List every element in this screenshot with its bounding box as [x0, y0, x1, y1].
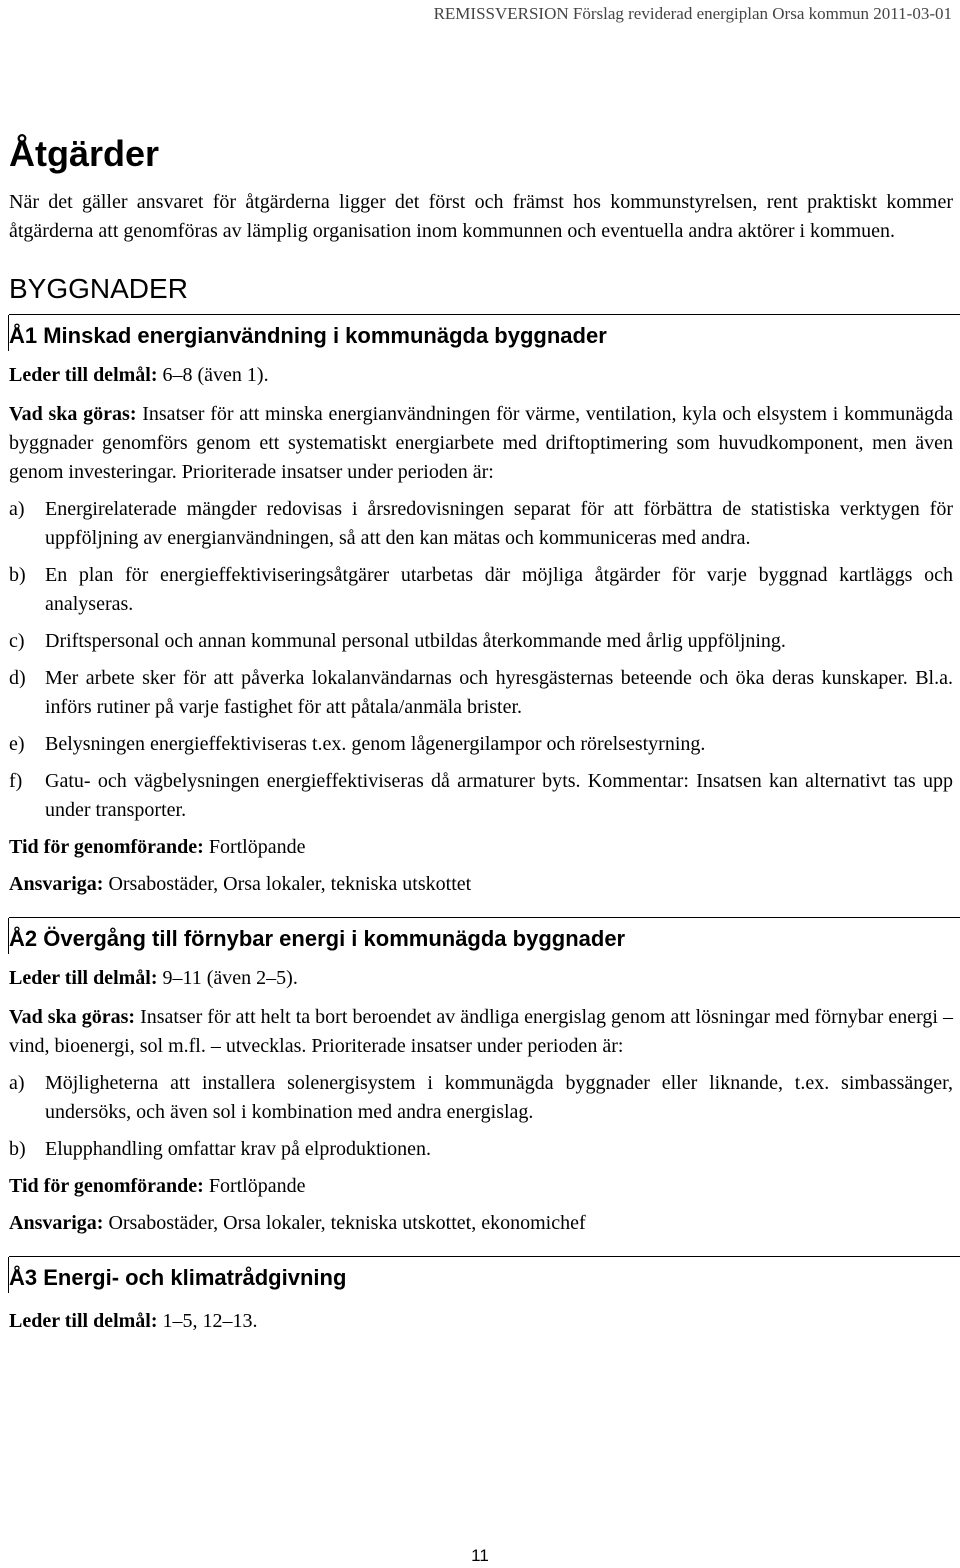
intro-paragraph: När det gäller ansvaret för åtgärderna ligger det först och främst hos kommunstyrelsen, rent praktiskt kommer åtgärderna att genomföras av lämplig organisation inom kommunnen och eventuella andra aktörer i kommuen.: [9, 191, 953, 242]
list-text: Energirelaterade mängder redovisas i årsredovisningen separat för att förbättra de statistiska verktygen för uppföljning av energianvändningen, så att den kan mätas och kommuniceras med andra.: [45, 498, 953, 549]
list-letter: b): [9, 564, 26, 586]
list-text: Möjligheterna att installera solenergisystem i kommunägda byggnader eller liknande, t.ex. simbassänger, undersöks, och även sol i kombination med andra energislag.: [45, 1072, 953, 1123]
measure-list: [9, 495, 953, 825]
field-label: Tid för genomförande:: [9, 836, 204, 858]
section-title: BYGGNADER: [9, 273, 188, 304]
list-text: Belysningen energieffektiviseras t.ex. genom lågenergilampor och rörelsestyrning.: [45, 733, 706, 755]
field-label: Tid för genomförande:: [9, 1175, 204, 1197]
field-value: Orsabostäder, Orsa lokaler, tekniska utskottet: [103, 873, 472, 895]
measure-heading: Å2 Övergång till förnybar energi i kommunägda byggnader: [8, 918, 953, 954]
field-label: Leder till delmål:: [9, 1310, 158, 1332]
field-label: Leder till delmål:: [9, 364, 158, 386]
field-label: Ansvariga:: [9, 1212, 104, 1234]
list-item: [9, 1135, 953, 1164]
list-letter: c): [9, 630, 25, 652]
leder-till-delmal: [9, 964, 953, 993]
measure-list: [9, 1069, 953, 1164]
list-letter: d): [9, 667, 26, 689]
field-value: Orsabostäder, Orsa lokaler, tekniska utskottet, ekonomichef: [103, 1212, 586, 1234]
list-item: [9, 767, 953, 825]
tid-for-genomforande: [9, 1172, 953, 1201]
page-number: 11: [471, 1546, 489, 1565]
leder-till-delmal: [9, 361, 953, 390]
measure-heading: Å1 Minskad energianvändning i kommunägda byggnader: [8, 315, 953, 351]
measure-a2: [9, 917, 953, 1238]
list-text: Gatu- och vägbelysningen energieffektiviseras då armaturer byts. Kommentar: Insatsen kan alternativt tas upp under transporter.: [45, 770, 953, 821]
list-item: [9, 627, 953, 656]
list-item: [9, 730, 953, 759]
list-letter: b): [9, 1138, 26, 1160]
list-text: En plan för energieffektiviseringsåtgärer utarbetas där möjliga åtgärder för varje byggnad kartläggs och analyseras.: [45, 564, 953, 615]
list-letter: a): [9, 498, 25, 520]
list-item: [9, 1069, 953, 1127]
field-value: 6–8 (även 1).: [157, 364, 269, 386]
list-letter: e): [9, 733, 25, 755]
page-header: REMISSVERSION Förslag reviderad energiplan Orsa kommun 2011-03-01: [433, 4, 952, 23]
vad-ska-goras: [9, 1003, 953, 1061]
list-letter: a): [9, 1072, 25, 1094]
list-item: [9, 561, 953, 619]
document-body: [9, 130, 953, 1336]
measure-heading: Å3 Energi- och klimatrådgivning: [8, 1257, 953, 1293]
field-label: Ansvariga:: [9, 873, 104, 895]
tid-for-genomforande: [9, 833, 953, 862]
field-label: Vad ska göras:: [9, 403, 137, 425]
vad-ska-goras: [9, 400, 953, 487]
list-item: [9, 664, 953, 722]
list-letter: f): [9, 770, 23, 792]
measure-a3: [9, 1256, 953, 1336]
leder-till-delmal: [9, 1307, 953, 1336]
list-text: Driftspersonal och annan kommunal personal utbildas återkommande med årlig uppföljning.: [45, 630, 786, 652]
field-value: Insatser för att helt ta bort beroendet av ändliga energislag genom att lösningar med förnybar energi – vind, bioenergi, sol m.fl. – utvecklas. Prioriterade insatser under perioden är:: [9, 1006, 953, 1057]
field-value: Insatser för att minska energianvändningen för värme, ventilation, kyla och elsystem i kommunägda byggnader genomförs genom ett systematiskt energiarbete med driftoptimering som huvudkomponent, men även genom investeringar. Prioriterade insatser under perioden är:: [9, 403, 953, 483]
field-label: Vad ska göras:: [9, 1006, 136, 1028]
list-text: Elupphandling omfattar krav på elproduktionen.: [45, 1138, 432, 1160]
field-value: 9–11 (även 2–5).: [157, 967, 298, 989]
page-title: Åtgärder: [9, 133, 160, 174]
list-item: [9, 495, 953, 553]
field-value: 1–5, 12–13.: [157, 1310, 258, 1332]
field-value: Fortlöpande: [203, 1175, 306, 1197]
measure-a1: [9, 314, 953, 899]
ansvariga: [9, 870, 953, 899]
list-text: Mer arbete sker för att påverka lokalanvändarnas och hyresgästernas beteende och öka deras kunskaper. Bl.a. införs rutiner på varje fastighet för att påtala/anmäla brister.: [45, 667, 953, 718]
ansvariga: [9, 1209, 953, 1238]
field-value: Fortlöpande: [203, 836, 306, 858]
field-label: Leder till delmål:: [9, 967, 158, 989]
